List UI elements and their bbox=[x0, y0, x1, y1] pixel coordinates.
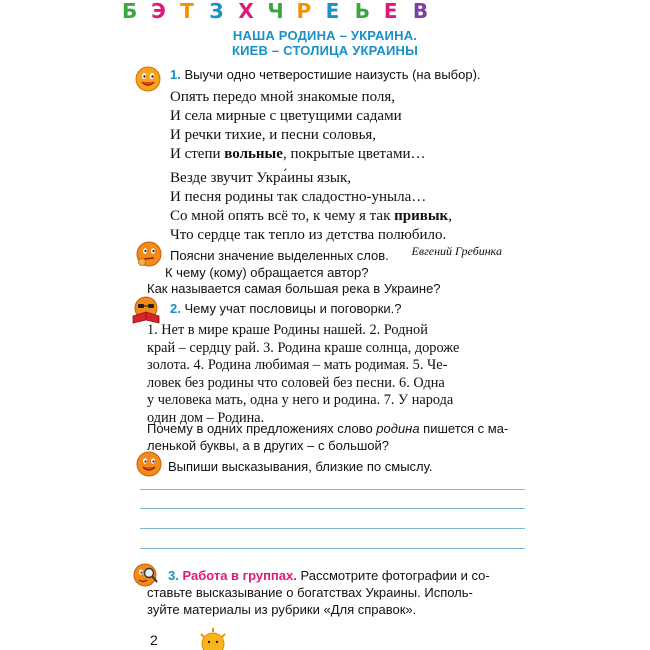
alphabet-letter: Х bbox=[238, 0, 254, 22]
verse1-line1: Опять передо мной знакомые поля, bbox=[170, 89, 396, 105]
question-2: К чему (кому) обращается автор? bbox=[165, 265, 369, 280]
task2-question-line2: ленькой буквы, а в других – с большой? bbox=[147, 438, 390, 453]
highlighted-word-privyk: привык bbox=[394, 208, 449, 224]
proverb-line: у человека мать, одна у него и родина. 7. У народа bbox=[147, 392, 454, 408]
task2-exercise: Выпиши высказывания, близкие по смыслу. bbox=[168, 459, 433, 474]
poem-author: Евгений Гребинка bbox=[411, 244, 502, 258]
alphabet-letter: Ь bbox=[354, 0, 370, 22]
writing-line bbox=[140, 508, 525, 509]
verse1-line2: И села мирные с цветущими садами bbox=[170, 108, 402, 124]
verse1-line3: И речки тихие, и песни соловья, bbox=[170, 127, 377, 143]
page-title-line2: КИЕВ – СТОЛИЦА УКРАИНЫ bbox=[231, 43, 419, 58]
task2-number: 2. bbox=[170, 301, 181, 316]
verse2-line2: И песня родины так сладостно-уныла… bbox=[170, 189, 427, 205]
task1-text: Выучи одно четверостишие наизусть (на выбор). bbox=[184, 67, 481, 82]
alphabet-letter: Б bbox=[122, 0, 138, 22]
verse2-line3-pre: Со мной опять всё то, к чему я так bbox=[170, 208, 395, 224]
task2-instruction bbox=[170, 300, 401, 317]
task3-text-line1: Рассмотрите фотографии и со- bbox=[296, 568, 490, 583]
question-1: Поясни значение выделенных слов. bbox=[170, 248, 389, 263]
task3-label: Работа в группах. bbox=[182, 568, 297, 583]
thinking-face-icon bbox=[135, 240, 165, 268]
verse1-line4-pre: И степи bbox=[170, 146, 225, 162]
task1-instruction bbox=[170, 66, 481, 83]
smiling-face-icon bbox=[135, 66, 161, 92]
page-title-line1: НАША РОДИНА – УКРАИНА. bbox=[232, 28, 418, 43]
alphabet-letter: Е bbox=[383, 0, 398, 22]
task3-line1 bbox=[168, 567, 490, 584]
task2-text: Чему учат пословицы и поговорки.? bbox=[184, 301, 402, 316]
writing-line bbox=[140, 548, 525, 549]
proverb-line: 1. Нет в мире краше Родины нашей. 2. Родной bbox=[147, 322, 428, 338]
task3-number: 3. bbox=[168, 568, 179, 583]
writing-line bbox=[140, 489, 525, 490]
task2-question-line1 bbox=[147, 420, 508, 437]
proverb-line: золота. 4. Родина любимая – мать родимая. 5. Че- bbox=[147, 357, 448, 373]
proverb-line: край – сердцу рай. 3. Родина краше солнца, дороже bbox=[147, 339, 460, 356]
verse2-line1: Везде звучит Укра́ины язык, bbox=[170, 170, 351, 186]
task2-question-pre: Почему в одних предложениях слово bbox=[147, 421, 377, 436]
alphabet-letter: Е bbox=[325, 0, 340, 22]
proverb-line: один дом – Родина. bbox=[147, 409, 265, 426]
highlighted-word-volnye: вольные bbox=[224, 146, 283, 162]
task1-number: 1. bbox=[170, 67, 181, 82]
task3-line2: ставьте высказывание о богатствах Украины. Исполь- bbox=[147, 585, 473, 600]
word-rodina: родина bbox=[376, 421, 420, 436]
alphabet-banner bbox=[118, 0, 448, 22]
alphabet-letter: Р bbox=[296, 0, 312, 22]
verse2-line3 bbox=[170, 207, 452, 226]
alphabet-letter: В bbox=[412, 0, 429, 22]
question-3: Как называется самая большая река в Украине? bbox=[147, 281, 441, 296]
alphabet-letter: Э bbox=[151, 0, 166, 22]
alphabet-letter: З bbox=[209, 0, 224, 22]
proverb-line: ловек без родины что соловей без песни. 6. Одна bbox=[147, 374, 445, 391]
verse1-line4-post: , покрытые цветами… bbox=[282, 146, 426, 162]
alphabet-letter: Т bbox=[180, 0, 194, 22]
page-number: 2 bbox=[150, 632, 158, 648]
happy-face-icon bbox=[135, 450, 163, 478]
verse2-line3-post: , bbox=[448, 208, 452, 224]
verse2-line4: Что сердце так тепло из детства полюбило. bbox=[170, 227, 447, 243]
writing-line bbox=[140, 528, 525, 529]
verse1-line4 bbox=[170, 145, 425, 164]
sun-decoration-icon bbox=[195, 626, 231, 650]
task2-question-post: пишется с ма- bbox=[419, 421, 509, 436]
alphabet-letter: Ч bbox=[267, 0, 284, 22]
task3-line3: зуйте материалы из рубрики «Для справок». bbox=[147, 602, 417, 617]
reading-face-icon bbox=[130, 296, 162, 324]
